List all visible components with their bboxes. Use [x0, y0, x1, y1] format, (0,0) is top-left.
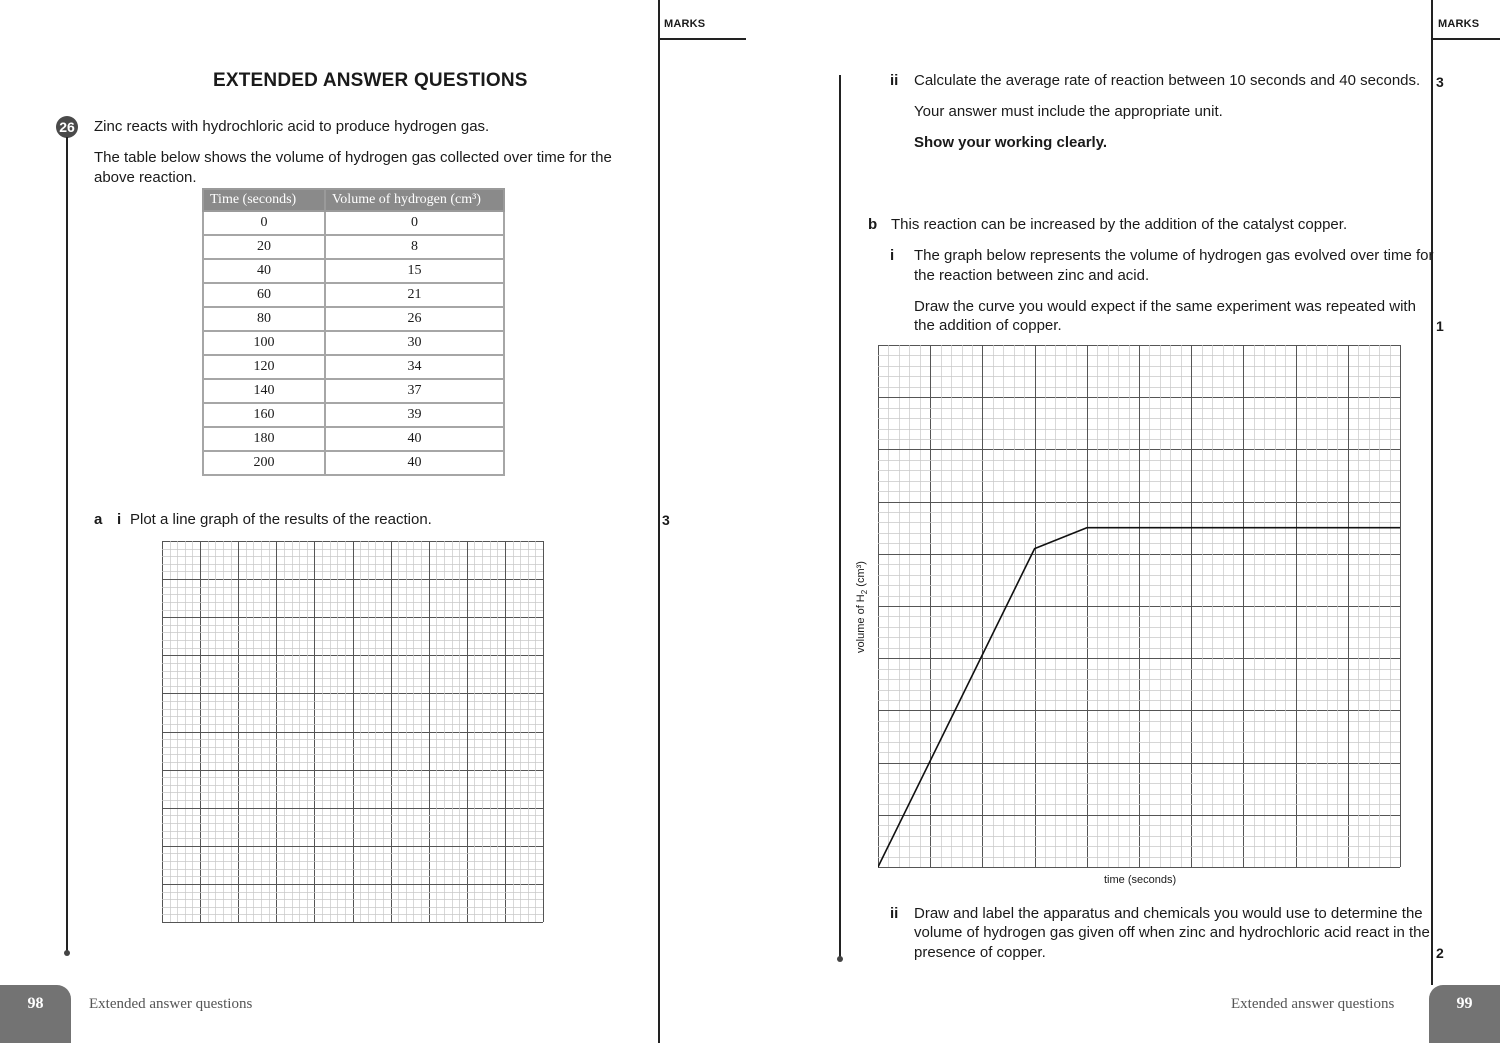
marks-header-rule-right [1432, 38, 1500, 40]
table-cell-volume: 21 [325, 283, 504, 307]
page-number-tab-left [0, 985, 71, 1043]
marks-a-i: 3 [662, 512, 670, 528]
marks-a-ii: 3 [1436, 74, 1444, 90]
table-header-volume: Volume of hydrogen (cm³) [325, 189, 504, 211]
table-cell-time: 140 [203, 379, 325, 403]
table-row [203, 307, 504, 331]
table-cell-time: 160 [203, 403, 325, 427]
table-row [203, 379, 504, 403]
a-ii-numeral: ii [890, 72, 899, 89]
table-cell-time: 60 [203, 283, 325, 307]
b-i-text-line-4: the addition of copper. [914, 317, 1062, 334]
table-intro-line-1: The table below shows the volume of hydrogen gas collected over time for the [94, 149, 612, 166]
b-i-text-line-1: The graph below represents the volume of hydrogen gas evolved over time for [914, 247, 1434, 264]
page-number-left: 98 [27, 995, 44, 1012]
table-cell-volume: 26 [325, 307, 504, 331]
table-cell-time: 80 [203, 307, 325, 331]
footer-text-right: Extended answer questions [1231, 996, 1395, 1012]
results-table [202, 188, 505, 476]
table-row [203, 259, 504, 283]
question-continuation-rule [839, 75, 841, 959]
table-cell-volume: 15 [325, 259, 504, 283]
left-heading: EXTENDED ANSWER QUESTIONS [213, 70, 528, 91]
table-intro-line-2: above reaction. [94, 169, 197, 186]
y-label-text: volume of H [854, 594, 867, 653]
table-cell-time: 20 [203, 235, 325, 259]
reaction-graph[interactable] [878, 345, 1401, 868]
page-divider [658, 0, 660, 1043]
table-row [203, 403, 504, 427]
y-label-subscript: 2 [860, 589, 870, 595]
table-cell-time: 0 [203, 211, 325, 235]
graph-y-axis-label [855, 561, 869, 653]
table-cell-time: 120 [203, 355, 325, 379]
table-row [203, 331, 504, 355]
table-cell-volume: 37 [325, 379, 504, 403]
question-rule [66, 137, 68, 952]
table-row [203, 211, 504, 235]
table-row [203, 427, 504, 451]
table-row [203, 283, 504, 307]
blank-graph-paper[interactable] [162, 541, 544, 923]
table-cell-volume: 0 [325, 211, 504, 235]
question-continuation-end [837, 956, 843, 962]
a-ii-working-note: Show your working clearly. [914, 134, 1108, 151]
b-ii-text-line-3: presence of copper. [914, 944, 1046, 961]
page-number-right: 99 [1456, 995, 1473, 1012]
table-cell-volume: 40 [325, 451, 504, 475]
marks-header-left: MARKS [664, 18, 706, 30]
page-number-tab-right [1429, 985, 1500, 1043]
table-cell-volume: 30 [325, 331, 504, 355]
marks-header-rule-left [659, 38, 746, 40]
question-rule-end [64, 950, 70, 956]
part-a-i-text: Plot a line graph of the results of the reaction. [130, 511, 432, 528]
question-number-badge [56, 116, 78, 138]
b-text: This reaction can be increased by the addition of the catalyst copper. [891, 216, 1348, 233]
table-row [203, 451, 504, 475]
table-cell-time: 200 [203, 451, 325, 475]
table-row [203, 235, 504, 259]
footer-text-left: Extended answer questions [89, 996, 253, 1012]
a-ii-text: Calculate the average rate of reaction between 10 seconds and 40 seconds. [914, 72, 1421, 89]
marks-header-right: MARKS [1438, 18, 1480, 30]
question-intro: Zinc reacts with hydrochloric acid to produce hydrogen gas. [94, 118, 490, 135]
b-ii-numeral: ii [890, 905, 899, 922]
table-cell-time: 100 [203, 331, 325, 355]
b-ii-text-line-2: volume of hydrogen gas given off when zinc and hydrochloric acid react in the [914, 924, 1430, 941]
b-i-text-line-2: the reaction between zinc and acid. [914, 267, 1150, 284]
table-cell-volume: 8 [325, 235, 504, 259]
b-i-numeral: i [890, 247, 895, 264]
b-i-text-line-3: Draw the curve you would expect if the same experiment was repeated with [914, 298, 1416, 315]
a-ii-unit-note: Your answer must include the appropriate unit. [914, 103, 1223, 120]
question-number: 26 [59, 119, 75, 135]
part-a-i-numeral: i [117, 511, 122, 528]
b-letter: b [868, 216, 878, 233]
marks-column-divider [1431, 0, 1433, 985]
table-cell-time: 180 [203, 427, 325, 451]
table-row [203, 355, 504, 379]
table-cell-volume: 34 [325, 355, 504, 379]
table-cell-volume: 39 [325, 403, 504, 427]
marks-b-ii: 2 [1436, 945, 1444, 961]
y-label-unit: (cm³) [854, 561, 867, 590]
table-cell-volume: 40 [325, 427, 504, 451]
marks-b-i: 1 [1436, 318, 1444, 334]
table-cell-time: 40 [203, 259, 325, 283]
b-ii-text-line-1: Draw and label the apparatus and chemicals you would use to determine the [914, 905, 1423, 922]
graph-x-axis-label: time (seconds) [1104, 874, 1177, 886]
table-header-time: Time (seconds) [203, 189, 325, 211]
part-a-letter: a [94, 511, 103, 528]
